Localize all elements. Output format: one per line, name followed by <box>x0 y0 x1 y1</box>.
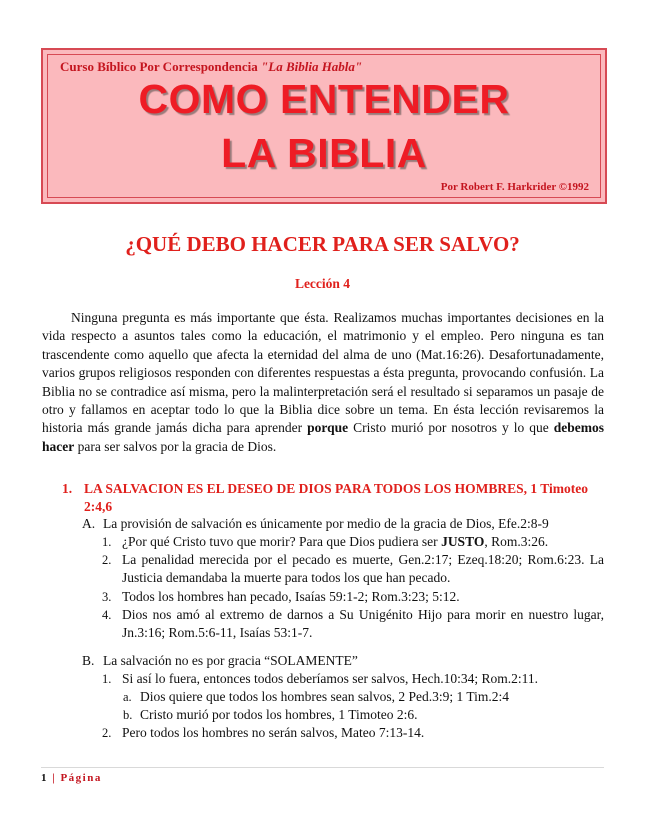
footer-separator: | <box>48 772 61 784</box>
list-item <box>102 551 604 587</box>
title-banner <box>41 48 607 204</box>
item-number: 2. <box>102 726 112 740</box>
list-item <box>102 724 604 742</box>
list-item <box>102 670 604 688</box>
intro-text-2: Cristo murió por nosotros y lo que <box>348 420 554 436</box>
item-number: 3. <box>102 589 112 604</box>
point-text: La salvación no es por gracia “SOLAMENTE” <box>103 653 358 668</box>
point-a-list <box>102 533 604 642</box>
point-b-list-1 <box>102 670 604 688</box>
point-b-sublist <box>123 688 603 724</box>
item-bold: JUSTO <box>441 534 485 549</box>
item-text: ¿Por qué Cristo tuvo que morir? Para que Dios pudiera ser <box>122 534 442 549</box>
point-letter: B. <box>82 653 95 668</box>
item-number: 1. <box>102 535 112 549</box>
section-number: 1. <box>62 481 73 496</box>
section-title: LA SALVACION ES EL DESEO DE DIOS PARA TODOS LOS HOMBRES, 1 Timoteo 2:4,6 <box>84 481 589 514</box>
point-b <box>82 652 358 670</box>
lesson-number: Lección 4 <box>294 276 351 291</box>
point-a <box>82 515 549 533</box>
point-text: La provisión de salvación es únicamente por medio de la gracia de Dios, Efe.2:8-9 <box>103 516 549 531</box>
item-text: Pero todos los hombres no serán salvos, Mateo 7:13-14. <box>122 725 425 740</box>
main-title-line1: COMO ENTENDER <box>138 76 510 122</box>
item-number: 4. <box>102 607 112 622</box>
sub-item-letter: a. <box>123 690 132 704</box>
intro-bold-porque: porque <box>307 420 349 436</box>
point-b-list-2 <box>102 724 604 742</box>
sub-item-text: Cristo murió por todos los hombres, 1 Timoteo 2:6. <box>140 707 418 723</box>
list-item <box>102 533 604 551</box>
course-prefix: Curso Bíblico Por Correspondencia <box>60 59 258 74</box>
sub-item <box>123 706 603 724</box>
item-text: Dios nos amó al extremo de darnos a Su Unigénito Hijo para morir en nuestro lugar, Jn.3:16; Rom.5:6-11, Isaías 53:1-7. <box>122 606 604 641</box>
item-text: La penalidad merecida por el pecado es muerte, Gen.2:17; Ezeq.18:20; Rom.6:23. La Justicia demandaba la muerte para todos los que han pecado. <box>122 552 604 586</box>
list-item <box>102 588 604 606</box>
page-number: 1 <box>41 772 48 784</box>
point-letter: A. <box>82 516 96 531</box>
item-text: Si así lo fuera, entonces todos deberíamos ser salvos, Hech.10:34; Rom.2:11. <box>122 671 539 686</box>
course-title-italic: "La Biblia Habla" <box>261 59 363 74</box>
item-number: 1. <box>102 672 112 686</box>
main-title-line2: LA BIBLIA <box>221 130 427 176</box>
sub-item <box>123 688 603 706</box>
page-footer <box>41 772 102 784</box>
item-number: 2. <box>102 553 112 568</box>
intro-bold-debemos-hacer: debemos hacer <box>42 420 605 454</box>
page-label: Página <box>60 772 102 784</box>
course-name <box>60 59 362 75</box>
sub-item-letter: b. <box>123 708 133 723</box>
list-item <box>102 606 604 642</box>
author-credit: Por Robert F. Harkrider ©1992 <box>440 181 589 193</box>
item-text: Todos los hombres han pecado, Isaías 59:1-2; Rom.3:23; 5:12. <box>122 588 460 604</box>
lesson-heading: ¿QUÉ DEBO HACER PARA SER SALVO? <box>125 232 520 256</box>
footer-divider <box>41 767 604 768</box>
intro-text-3: para ser salvos por la gracia de Dios. <box>74 438 277 454</box>
intro-text-1: Ninguna pregunta es más importante que ésta. Realizamos muchas importantes decisiones en la vida respecto a asuntos tales como la educación, el matrimonio y el empleo. Pero ninguna es tan trascendente como aquello que afecta la eternidad del alma de uno (Mat.16:26). Desafortunadamente, varios grupos religiosos responden con diferentes respuestas a ésta pregunta, provocando confusión. La Biblia no se contradice así misma, pero la malinterpretación será el resultado si separamos un pasaje de otro y fallamos en aceptar todo lo que la Biblia dice sobre un tema. En ésta lección revisaremos la historia más grande jamás dicha para aprender <box>42 310 604 436</box>
item-text-end: , Rom.3:26. <box>484 534 549 549</box>
intro-paragraph <box>42 309 604 456</box>
sub-item-text: Dios quiere que todos los hombres sean salvos, 2 Ped.3:9; 1 Tim.2:4 <box>140 689 509 704</box>
